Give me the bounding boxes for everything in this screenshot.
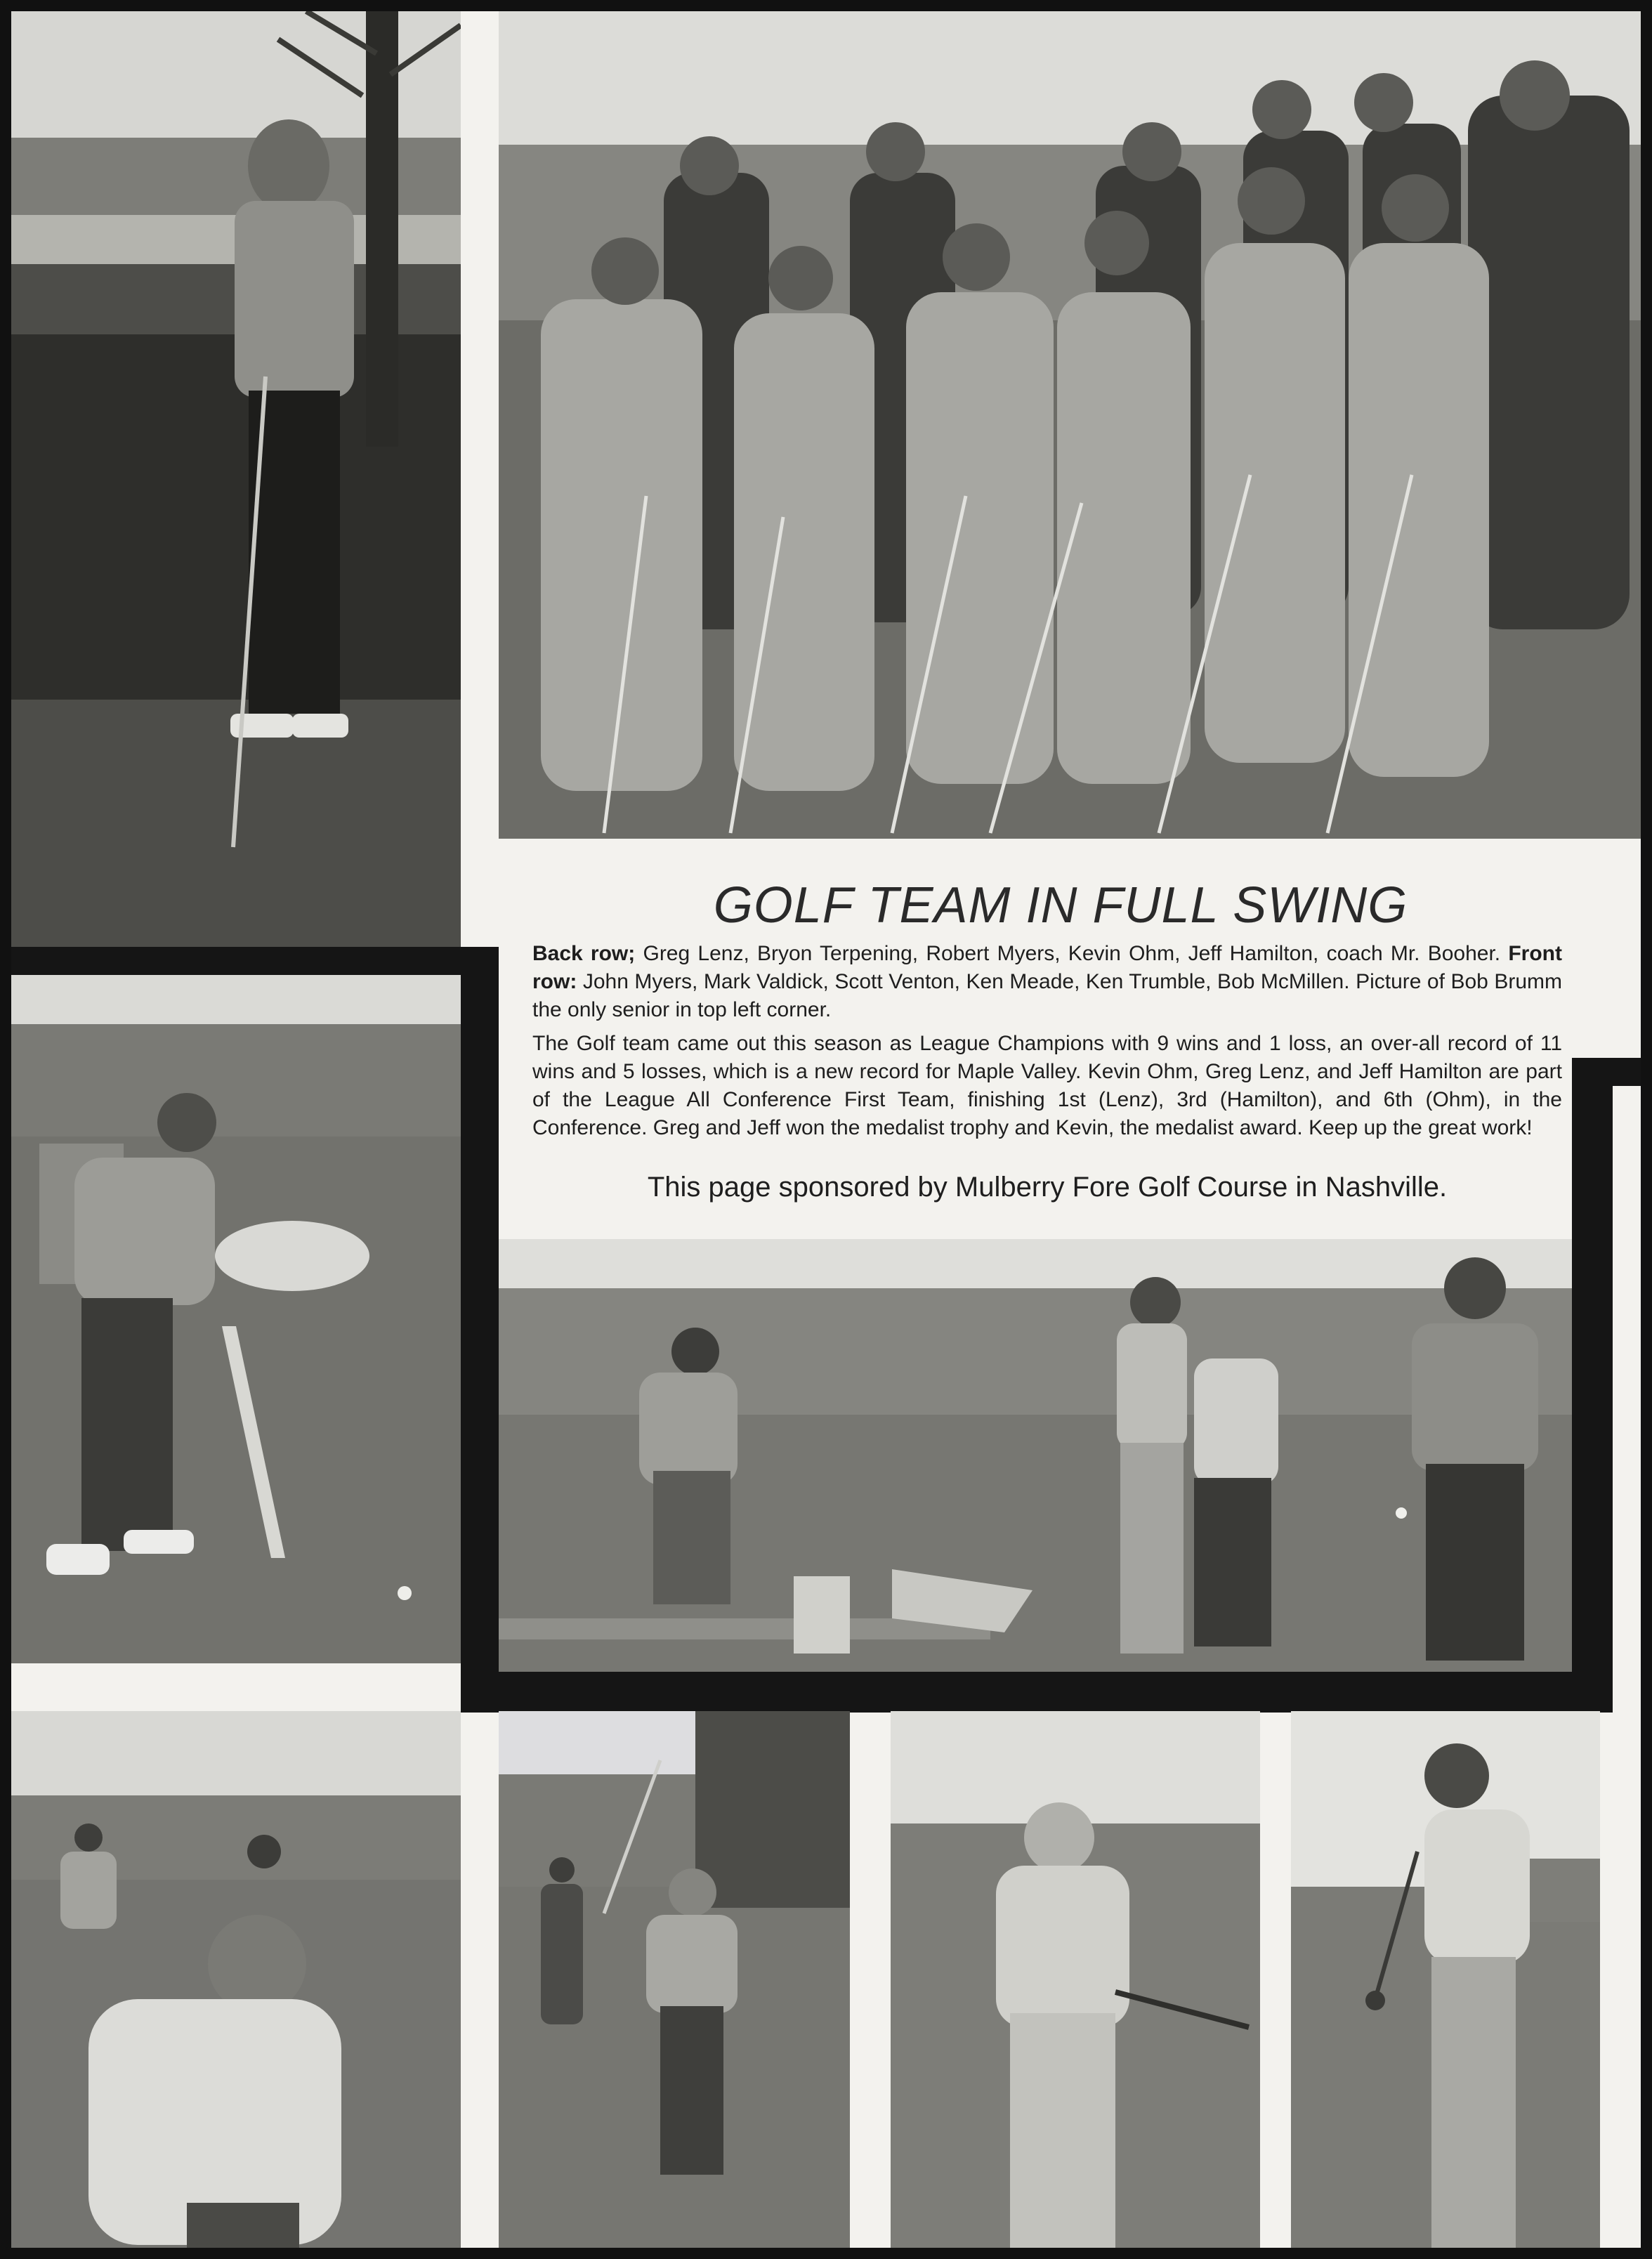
frame-band-bottom [461,1672,1613,1713]
front-row-label: Front row: [532,942,1562,993]
photo-golfer-swing-left [11,975,461,1663]
photo-bottom-4 [1291,1711,1600,2248]
photo-bottom-2 [499,1711,850,2248]
season-summary: The Golf team came out this season as League Champions with 9 wins and 1 loss, an over-all record of 11 wins and 5 losses, which is a new record for Maple Valley. Kevin Ohm, Greg Lenz, and Jeff Hamilton are part of the League All Conference First Team, finishing 1st (Lenz), 3rd (Hamilton), and 6th (Ohm), in the Conference. Greg and Jeff won the medalist trophy and Kevin, the medalist award. Keep up the great work! [532,1032,1562,1139]
photo-bottom-1 [11,1711,461,2248]
roster-paragraph [532,940,1562,1024]
page-headline: GOLF TEAM IN FULL SWING [713,877,1408,934]
frame-band-top [11,947,499,975]
yearbook-page [11,11,1641,2248]
front-row-names: John Myers, Mark Valdick, Scott Venton, Ken Meade, Ken Trumble, Bob McMillen. Picture of Bob Brumm the only senior in top left corner. [532,970,1562,1021]
sponsor-line: This page sponsored by Mulberry Fore Golf Course in Nashville. [647,1172,1448,1203]
team-caption [532,940,1562,1148]
back-row-label: Back row; [532,942,636,965]
photo-team-group [499,11,1641,839]
frame-band-right-tab [1572,1058,1641,1086]
photo-senior-portrait [11,11,461,947]
photo-bottom-3 [891,1711,1260,2248]
frame-band-vertical-left [461,947,499,1713]
back-row-names: Greg Lenz, Bryon Terpening, Robert Myers, Kevin Ohm, Jeff Hamilton, coach Mr. Booher. [635,942,1509,965]
frame-band-vertical-right [1572,1058,1613,1713]
photo-driving-range [499,1239,1572,1672]
